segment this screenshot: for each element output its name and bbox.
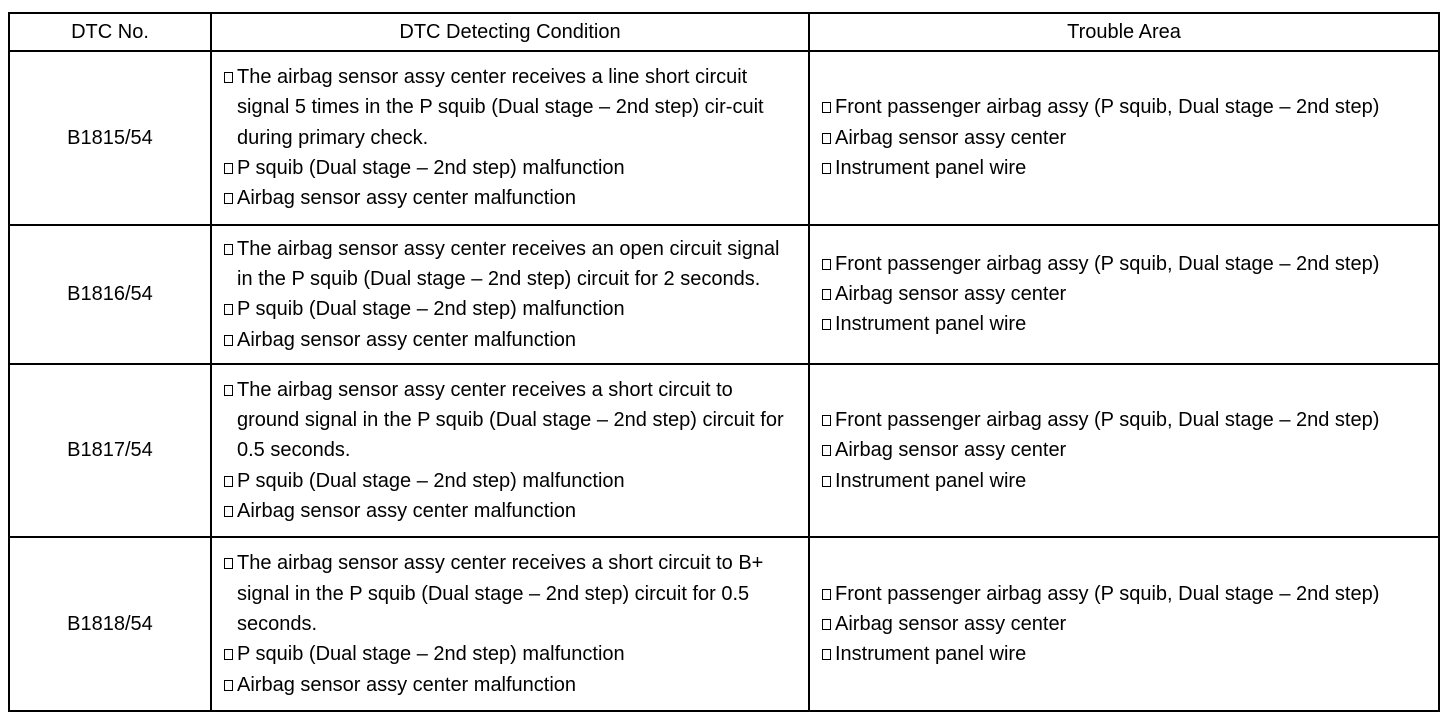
dtc-table [8,12,1440,712]
list-item: Instrument panel wire [823,639,1430,669]
checkbox-bullet-icon [224,193,233,204]
checkbox-bullet-icon [822,649,831,660]
dtc-code: B1818/54 [9,537,211,711]
checkbox-bullet-icon [224,506,233,517]
header-dtc-no: DTC No. [9,13,211,51]
table-row [9,225,1439,364]
list-item: P squib (Dual stage – 2nd step) malfunction [225,153,800,183]
list-item: Front passenger airbag assy (P squib, Dual stage – 2nd step) [823,92,1430,122]
table-row [9,537,1439,711]
list-item: Front passenger airbag assy (P squib, Dual stage – 2nd step) [823,249,1430,279]
list-item: P squib (Dual stage – 2nd step) malfunction [225,639,800,669]
condition-list [225,234,800,355]
list-item: Airbag sensor assy center malfunction [225,325,800,355]
list-item: P squib (Dual stage – 2nd step) malfunction [225,294,800,324]
header-trouble-area: Trouble Area [809,13,1439,51]
list-item: Airbag sensor assy center [823,609,1430,639]
table-row [9,51,1439,225]
list-item: Airbag sensor assy center [823,435,1430,465]
checkbox-bullet-icon [224,244,233,255]
header-detecting-condition: DTC Detecting Condition [211,13,809,51]
trouble-area-cell [809,51,1439,225]
checkbox-bullet-icon [822,415,831,426]
checkbox-bullet-icon [822,133,831,144]
trouble-area-list [823,249,1430,340]
header-row [9,13,1439,51]
checkbox-bullet-icon [224,385,233,396]
condition-cell [211,51,809,225]
list-item: Instrument panel wire [823,466,1430,496]
dtc-code: B1817/54 [9,364,211,538]
condition-cell [211,364,809,538]
list-item: Airbag sensor assy center malfunction [225,496,800,526]
trouble-area-cell [809,537,1439,711]
checkbox-bullet-icon [224,680,233,691]
condition-list [225,548,800,699]
checkbox-bullet-icon [822,259,831,270]
checkbox-bullet-icon [822,589,831,600]
trouble-area-list [823,579,1430,670]
trouble-area-list [823,92,1430,183]
dtc-code: B1816/54 [9,225,211,364]
checkbox-bullet-icon [822,163,831,174]
checkbox-bullet-icon [224,649,233,660]
checkbox-bullet-icon [822,319,831,330]
checkbox-bullet-icon [822,619,831,630]
list-item: Airbag sensor assy center malfunction [225,183,800,213]
trouble-area-cell [809,364,1439,538]
dtc-code: B1815/54 [9,51,211,225]
trouble-area-cell [809,225,1439,364]
condition-cell [211,537,809,711]
checkbox-bullet-icon [224,72,233,83]
list-item: Front passenger airbag assy (P squib, Dual stage – 2nd step) [823,405,1430,435]
checkbox-bullet-icon [224,335,233,346]
condition-cell [211,225,809,364]
list-item: Instrument panel wire [823,153,1430,183]
checkbox-bullet-icon [822,445,831,456]
checkbox-bullet-icon [224,304,233,315]
condition-list [225,375,800,526]
list-item: Instrument panel wire [823,309,1430,339]
list-item: The airbag sensor assy center receives an open circuit signal in the P squib (Dual stage – 2nd step) circuit for 2 seconds. [225,234,800,295]
checkbox-bullet-icon [822,289,831,300]
list-item: The airbag sensor assy center receives a short circuit to ground signal in the P squib (Dual stage – 2nd step) circuit for 0.5 seconds. [225,375,800,466]
list-item: P squib (Dual stage – 2nd step) malfunction [225,466,800,496]
checkbox-bullet-icon [822,476,831,487]
list-item: Airbag sensor assy center [823,123,1430,153]
checkbox-bullet-icon [224,163,233,174]
trouble-area-list [823,405,1430,496]
checkbox-bullet-icon [224,558,233,569]
table-row [9,364,1439,538]
list-item: The airbag sensor assy center receives a line short circuit signal 5 times in the P squib (Dual stage – 2nd step) cir-cuit during primary check. [225,62,800,153]
list-item: Airbag sensor assy center malfunction [225,670,800,700]
checkbox-bullet-icon [822,102,831,113]
list-item: Front passenger airbag assy (P squib, Dual stage – 2nd step) [823,579,1430,609]
list-item: The airbag sensor assy center receives a short circuit to B+ signal in the P squib (Dual stage – 2nd step) circuit for 0.5 seconds. [225,548,800,639]
condition-list [225,62,800,213]
list-item: Airbag sensor assy center [823,279,1430,309]
checkbox-bullet-icon [224,476,233,487]
